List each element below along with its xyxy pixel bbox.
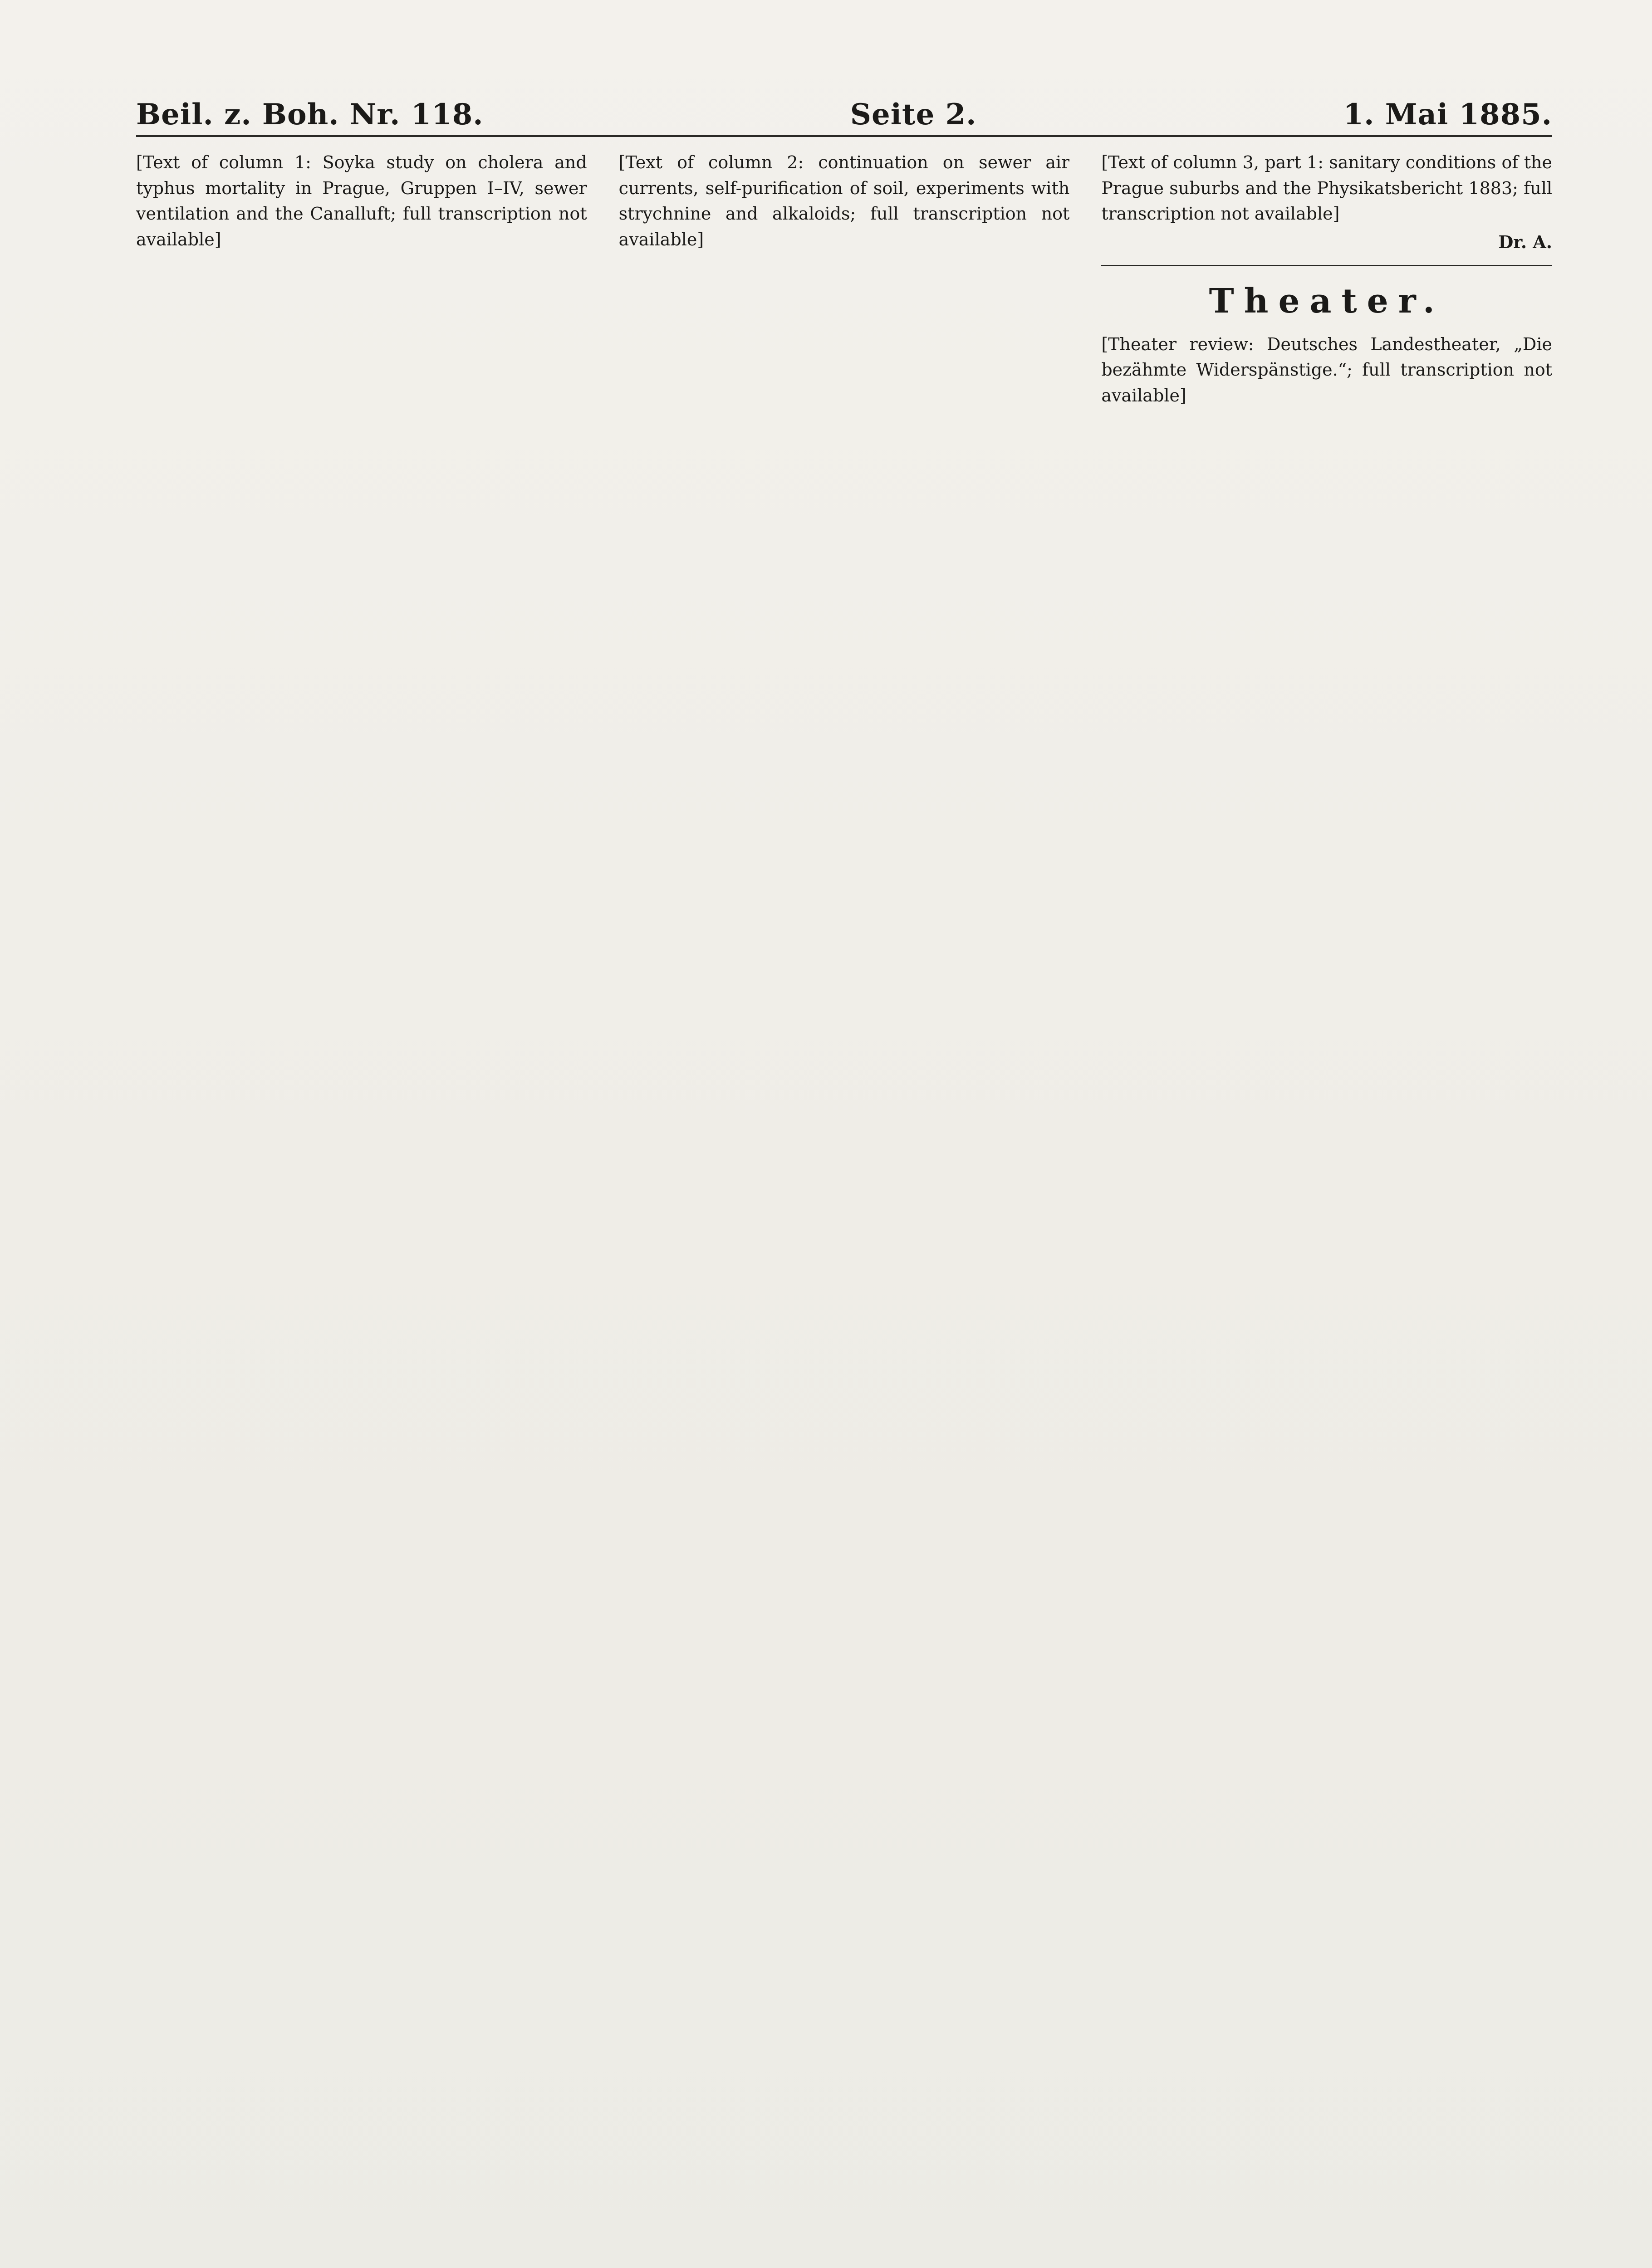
column-3-text: [Text of column 3, part 1: sanitary conditions of the Prague suburbs and the Physikatsbericht 1883; full transcription not available] (1101, 152, 1552, 224)
section-divider (1101, 265, 1552, 266)
header-page-number: Seite 2. (850, 98, 977, 132)
column-2-text: [Text of column 2: continuation on sewer air currents, self-purification of soil, experiments with strychnine and alkaloids; full transcription not available] (618, 152, 1070, 249)
page-header (136, 77, 1552, 132)
article-columns (136, 150, 1552, 2268)
theater-section-title: Theater. (1209, 281, 1445, 321)
header-date: 1. Mai 1885. (1343, 98, 1552, 132)
header-issue: Beil. z. Boh. Nr. 118. (136, 98, 484, 132)
column-1 (136, 150, 587, 2268)
column-1-text: [Text of column 1: Soyka study on cholera and typhus mortality in Prague, Gruppen I–IV, sewer ventilation and the Canalluft; full transcription not available] (136, 152, 587, 249)
header-rule (136, 135, 1552, 137)
column-3 (1101, 150, 1552, 2268)
article-signature: Dr. A. (1498, 231, 1552, 252)
column-2 (619, 150, 1070, 2268)
theater-review-text: [Theater review: Deutsches Landestheater, „Die bezähmte Widerspänstige.“; full transcription not available] (1101, 334, 1552, 406)
